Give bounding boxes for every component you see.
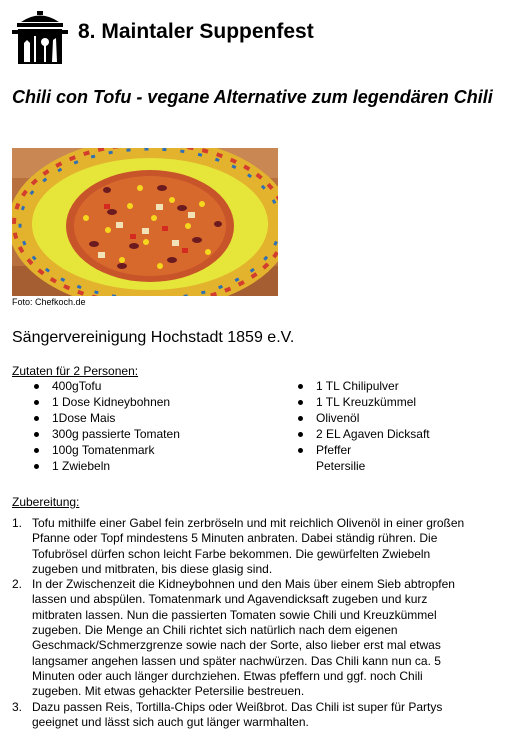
- step-line: Pfanne oder Topf mindestens 5 Minuten anbraten. Dabei ständig rühren. Die: [32, 531, 438, 546]
- list-item: [296, 378, 430, 394]
- ingredient-text: 400gTofu: [52, 379, 102, 393]
- ingredient-text: 300g passierte Tomaten: [52, 427, 180, 441]
- step-line: Tofu mithilfe einer Gabel fein zerbröseln und mit reichlich Olivenöl in einer großen: [32, 516, 465, 530]
- bullet-icon: [34, 432, 39, 437]
- step-item: [12, 516, 508, 577]
- step-number: 1.: [12, 516, 23, 530]
- ingredient-text: Pfeffer: [316, 443, 352, 457]
- list-item: [32, 458, 180, 474]
- step-number: 2.: [12, 577, 23, 592]
- step-line: lassen und abspülen. Tomatenmark und Agavendicksaft zugeben und kurz: [32, 592, 428, 607]
- bullet-icon: [34, 400, 39, 405]
- step-line: Geschmack/Schmerzgrenze sowie nach der Sorte, also lieber erst mal etwas: [32, 638, 441, 653]
- step-line: zugeben. Mit etwas gehackter Petersilie bestreuen.: [32, 684, 305, 699]
- ingredients-list-left: [32, 378, 180, 474]
- preparation-heading: Zubereitung:: [12, 495, 80, 509]
- ingredient-text: 1 Zwiebeln: [52, 459, 111, 473]
- bullet-icon: [298, 400, 303, 405]
- document-title: 8. Maintaler Suppenfest: [78, 20, 314, 43]
- list-item: [296, 426, 430, 442]
- bullet-icon: [34, 464, 39, 469]
- list-item: [32, 442, 180, 458]
- chili-bowl-photo: [12, 148, 278, 296]
- step-item: [12, 577, 508, 699]
- step-item: [12, 700, 508, 731]
- ingredient-text: 2 EL Agaven Dicksaft: [316, 427, 430, 441]
- step-line: mitbraten lassen. Nun die passierten Tomaten sowie Chili und Kreuzkümmel: [32, 607, 437, 622]
- list-item: [296, 410, 430, 426]
- step-line: Tofubrösel dürfen schon leicht Farbe bekommen. Die gewürfelten Zwiebeln: [32, 546, 431, 561]
- list-item: [32, 426, 180, 442]
- step-line: Minuten oder auch länger durchziehen. Etwas pfeffern und ggf. noch Chili: [32, 668, 423, 683]
- photo-credit: Foto: Chefkoch.de: [12, 297, 86, 307]
- ingredient-text: 1 Dose Kidneybohnen: [52, 395, 171, 409]
- list-item: [32, 410, 180, 426]
- step-line: langsamer angehen lassen und später nachwürzen. Das Chili kann nun ca. 5: [32, 653, 441, 668]
- step-line: Dazu passen Reis, Tortilla-Chips oder Weißbrot. Das Chili ist super für Partys: [32, 699, 443, 714]
- step-line: geeignet und lässt sich auch gut länger warmhalten.: [32, 714, 309, 729]
- club-name: Sängervereinigung Hochstadt 1859 e.V.: [12, 329, 295, 346]
- document-header: [12, 10, 512, 66]
- recipe-title: Chili con Tofu - vegane Alternative zum legendären Chili: [12, 87, 493, 107]
- ingredients-list-right: [296, 378, 430, 474]
- ingredient-text: 1 TL Chilipulver: [316, 379, 399, 393]
- bullet-icon: [298, 384, 303, 389]
- step-line: In der Zwischenzeit die Kidneybohnen und den Mais über einem Sieb abtropfen: [32, 577, 455, 592]
- bullet-icon: [298, 416, 303, 421]
- list-item: [32, 394, 180, 410]
- step-line: zugeben und mitbraten, bis diese glasig sind.: [32, 561, 273, 576]
- list-item: [296, 394, 430, 410]
- preparation-steps: [12, 516, 508, 730]
- bullet-icon: [34, 416, 39, 421]
- bullet-icon: [34, 384, 39, 389]
- list-item: [296, 442, 430, 458]
- ingredients-heading: Zutaten für 2 Personen:: [12, 364, 139, 378]
- ingredient-text: Olivenöl: [316, 411, 360, 425]
- list-item: [296, 458, 430, 474]
- ingredient-text: 100g Tomatenmark: [52, 443, 155, 457]
- bullet-icon: [298, 448, 303, 453]
- ingredient-text: 1 TL Kreuzkümmel: [316, 395, 417, 409]
- soup-pot-icon: [12, 10, 68, 64]
- bullet-icon: [298, 432, 303, 437]
- step-line: zugeben. Die Menge an Chili richtet sich natürlich nach dem eigenen: [32, 623, 398, 638]
- ingredient-text: 1Dose Mais: [52, 411, 116, 425]
- ingredient-text: Petersilie: [316, 459, 366, 473]
- list-item: [32, 378, 180, 394]
- step-number: 3.: [12, 699, 23, 714]
- bullet-icon: [34, 448, 39, 453]
